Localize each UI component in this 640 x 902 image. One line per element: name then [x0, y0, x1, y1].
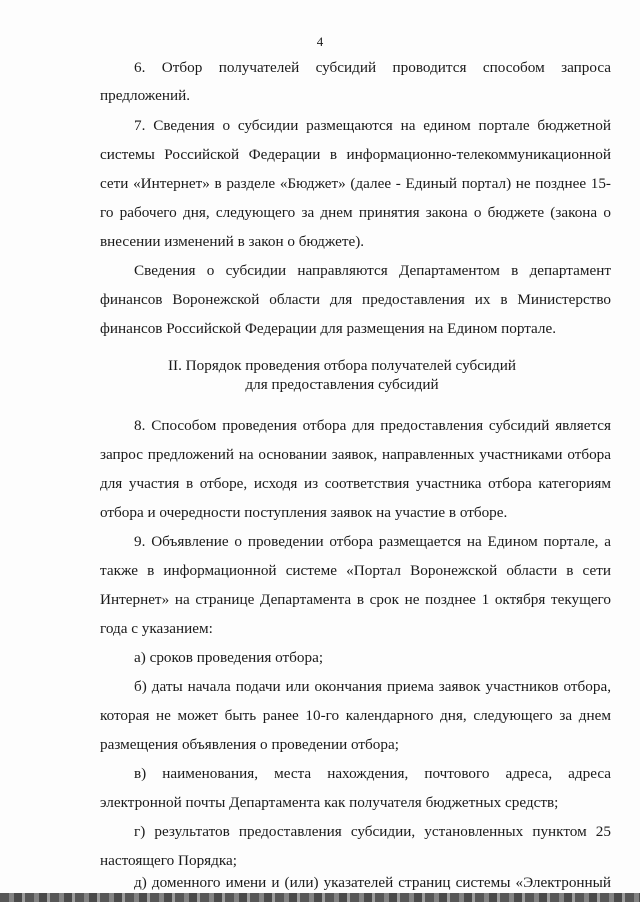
list-item: д) доменного имени и (или) указателей страниц системы «Электронный: [134, 874, 611, 891]
text-line: Интернет» на странице Департамента в срок не позднее 1 октября текущего: [100, 591, 611, 608]
text-line: системы Российской Федерации в информационно-телекоммуникационной: [100, 146, 611, 163]
text-line: электронной почты Департамента как получателя бюджетных средств;: [100, 794, 559, 811]
text-line: 8. Способом проведения отбора для предоставления субсидий является: [134, 417, 611, 434]
list-item: в) наименования, места нахождения, почтового адреса, адреса: [134, 765, 611, 782]
text-line: финансов Воронежской области для предоставления их в Министерство: [100, 291, 611, 308]
text-line: запрос предложений на основании заявок, направленных участниками отбора: [100, 446, 611, 463]
text-line: сети «Интернет» в разделе «Бюджет» (далее - Единый портал) не позднее 15-: [100, 175, 611, 192]
text-line: размещения объявления о проведении отбора;: [100, 736, 399, 753]
text-line: настоящего Порядка;: [100, 852, 237, 869]
list-item: г) результатов предоставления субсидии, установленных пунктом 25: [134, 823, 611, 840]
page-number: 4: [316, 34, 324, 49]
text-line: отбора и очередности поступления заявок на участие в отборе.: [100, 504, 508, 521]
text-line: внесении изменений в закон о бюджете).: [100, 233, 365, 250]
text-line: 7. Сведения о субсидии размещаются на едином портале бюджетной: [134, 117, 611, 134]
text-line: Сведения о субсидии направляются Департаментом в департамент: [134, 262, 611, 279]
section-heading: II. Порядок проведения отбора получателей субсидий: [167, 357, 517, 374]
text-line: предложений.: [100, 87, 190, 104]
list-item: а) сроков проведения отбора;: [134, 649, 324, 666]
text-line: финансов Российской Федерации для размещения на Едином портале.: [100, 320, 557, 337]
text-line: 9. Объявление о проведении отбора размещается на Едином портале, а: [134, 533, 611, 550]
text-line: 6. Отбор получателей субсидий проводится способом запроса: [134, 59, 611, 76]
text-line: для участия в отборе, исходя из соответствия участника отбора категориям: [100, 475, 611, 492]
text-line: года с указанием:: [100, 620, 213, 637]
section-heading: для предоставления субсидий: [245, 376, 439, 393]
text-line: го рабочего дня, следующего за днем принятия закона о бюджете (закона о: [100, 204, 611, 221]
text-line: также в информационной системе «Портал Воронежской области в сети: [100, 562, 611, 579]
list-item: б) даты начала подачи или окончания приема заявок участников отбора,: [134, 678, 611, 695]
text-line: которая не может быть ранее 10-го календарного дня, следующего за днем: [100, 707, 611, 724]
scan-bottom-edge: [0, 893, 640, 902]
